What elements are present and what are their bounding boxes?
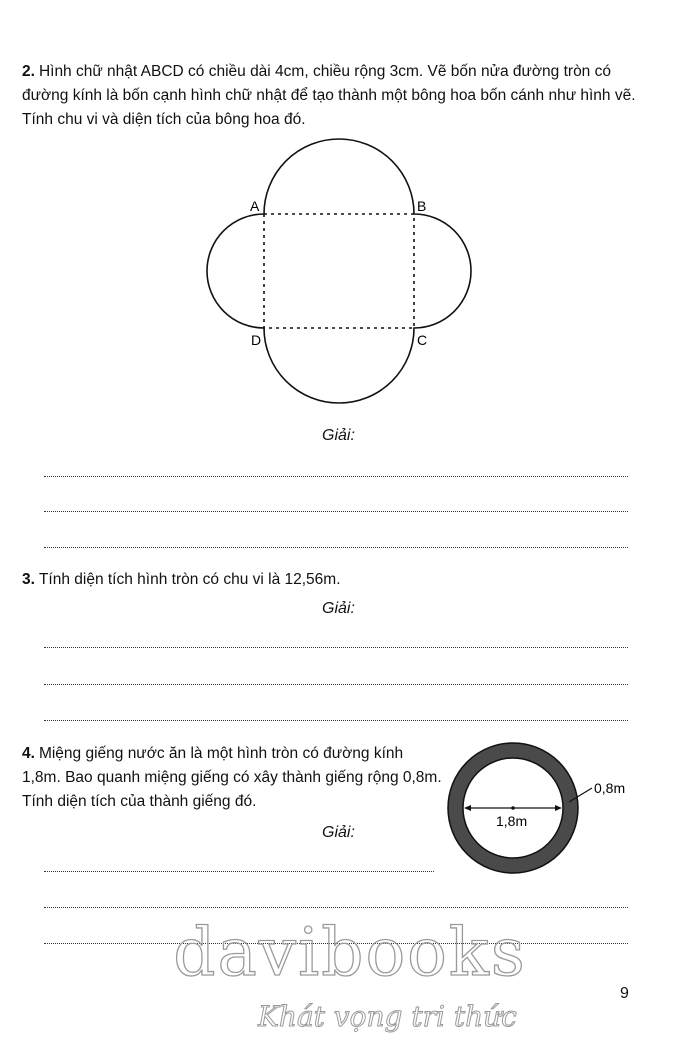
flower-outline <box>207 139 471 403</box>
answer-line <box>44 684 628 685</box>
solution-label-2: Giải: <box>322 427 355 444</box>
rectangle-abcd <box>264 214 414 328</box>
problem-2 <box>22 60 642 132</box>
answer-line <box>44 720 628 721</box>
answer-line <box>44 871 434 872</box>
answer-line <box>44 511 628 512</box>
watermark-brand: davibooks <box>173 914 527 991</box>
well-figure <box>430 734 680 894</box>
answer-line <box>44 547 628 548</box>
answer-line <box>44 647 628 648</box>
inner-diameter-label: 1,8m <box>496 813 528 829</box>
center-dot <box>511 806 515 810</box>
problem-2-text: Hình chữ nhật ABCD có chiều dài 4cm, chiều rộng 3cm. Vẽ bốn nửa đường tròn có đường kính là bốn cạnh hình chữ nhật để tạo thành một bông hoa bốn cánh như hình vẽ. Tính chu vi và diện tích của bông hoa đó. <box>22 63 636 128</box>
problem-3 <box>22 568 642 592</box>
label-d: D <box>251 332 262 348</box>
solution-label-4: Giải: <box>322 824 355 841</box>
watermark-slogan: Khát vọng tri thức <box>258 1000 517 1033</box>
label-b: B <box>417 198 427 214</box>
flower-figure <box>0 130 700 550</box>
ring-width-label: 0,8m <box>594 780 626 796</box>
solution-label-3: Giải: <box>322 600 355 617</box>
answer-line <box>44 476 628 477</box>
label-c: C <box>417 332 428 348</box>
problem-3-number: 3. <box>22 571 35 588</box>
problem-2-number: 2. <box>22 63 35 80</box>
problem-4-number: 4. <box>22 745 35 762</box>
problem-4 <box>22 742 442 814</box>
answer-line <box>44 907 628 908</box>
label-a: A <box>250 198 260 214</box>
problem-3-text: Tính diện tích hình tròn có chu vi là 12,56m. <box>38 571 341 588</box>
page-number: 9 <box>620 985 629 1002</box>
problem-4-text: Miệng giếng nước ăn là một hình tròn có đường kính 1,8m. Bao quanh miệng giếng có xây thành giếng rộng 0,8m. Tính diện tích của thành giếng đó. <box>22 745 442 810</box>
